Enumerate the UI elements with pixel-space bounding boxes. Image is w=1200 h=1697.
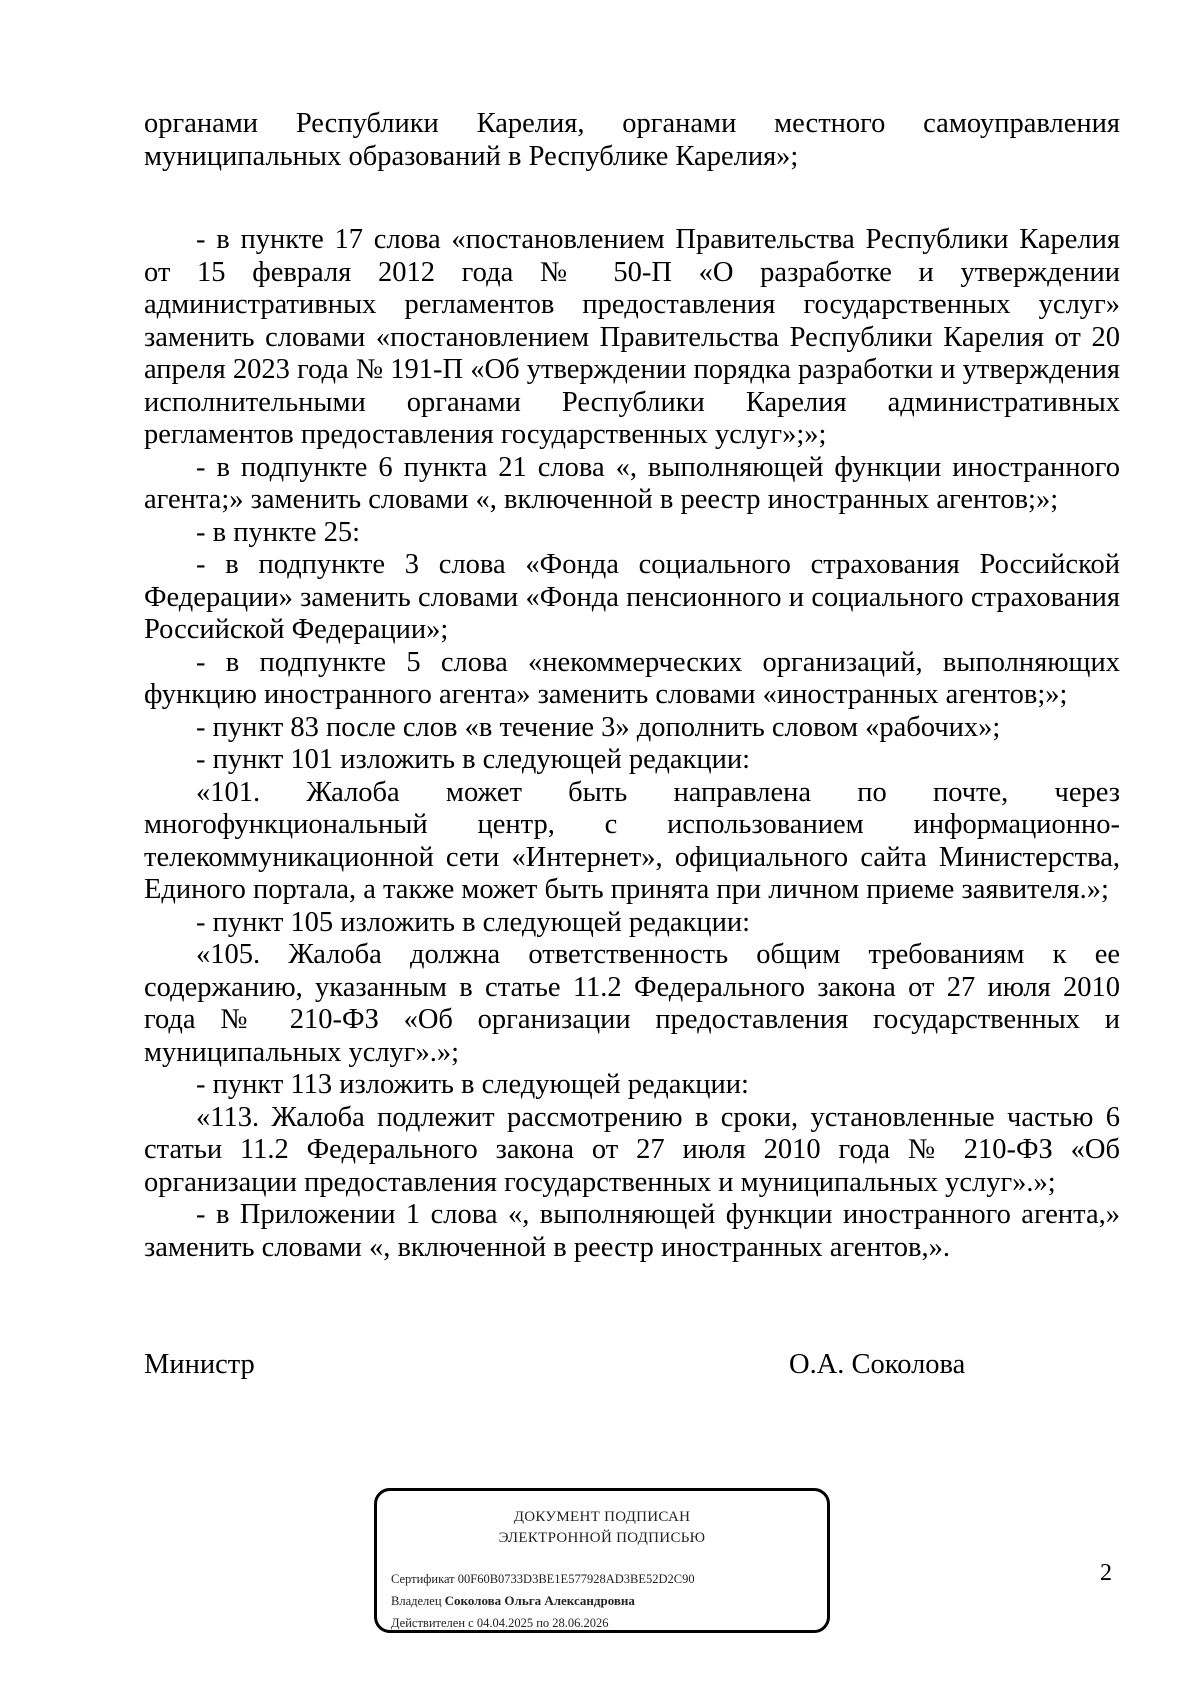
signatory-title: Министр bbox=[144, 1349, 255, 1380]
paragraph-item-113-text: «113. Жалоба подлежит рассмотрению в сроки, установленные частью 6 статьи 11.2 Федерального закона от 27 июля 2010 года № 210-ФЗ «Об организации предоставления государственных и муниципальных услуг».»; bbox=[144, 1101, 1120, 1198]
paragraph-item-105: - пункт 105 изложить в следующей редакции: bbox=[196, 906, 751, 938]
stamp-valid-from-label: с bbox=[468, 1616, 474, 1630]
paragraph-item-25: - в пункте 25: bbox=[196, 516, 361, 548]
electronic-signature-stamp bbox=[374, 1488, 830, 1633]
stamp-owner-label: Владелец bbox=[391, 1594, 442, 1608]
stamp-owner bbox=[391, 1593, 635, 1609]
paragraph-appendix-1: - в Приложении 1 слова «, выполняющей функции иностранного агента,» заменить словами «, включенной в реестр иностранных агентов,». bbox=[144, 1199, 1120, 1263]
body-text-main bbox=[144, 224, 1120, 1264]
stamp-owner-value: Соколова Ольга Александровна bbox=[444, 1593, 635, 1608]
paragraph-item-25-5: - в подпункте 5 слова «некоммерческих организаций, выполняющих функцию иностранного агента» заменить словами «иностранных агентов;»; bbox=[144, 646, 1120, 710]
stamp-valid-to: 28.06.2026 bbox=[552, 1616, 609, 1630]
stamp-valid-from: 04.04.2025 bbox=[476, 1616, 534, 1630]
paragraph-item-113: - пункт 113 изложить в следующей редакции: bbox=[196, 1069, 749, 1100]
stamp-valid-to-label: по bbox=[536, 1616, 550, 1630]
paragraph-item-101: - пункт 101 изложить в следующей редакции: bbox=[196, 744, 751, 775]
stamp-valid-label: Действителен bbox=[391, 1616, 466, 1630]
paragraph-item-21: - в подпункте 6 пункта 21 слова «, выполняющей функции иностранного агента;» заменить словами «, включенной в реестр иностранных агентов;»; bbox=[144, 451, 1120, 515]
body-text-top bbox=[144, 108, 1120, 173]
stamp-certificate bbox=[391, 1571, 695, 1587]
paragraph-item-83: - пункт 83 после слов «в течение 3» дополнить словом «рабочих»; bbox=[196, 711, 1001, 743]
page-number: 2 bbox=[1100, 1560, 1112, 1586]
signatory-name: О.А. Соколова bbox=[789, 1349, 966, 1380]
stamp-heading bbox=[377, 1507, 827, 1549]
stamp-heading-line-1: ДОКУМЕНТ ПОДПИСАН bbox=[513, 1509, 691, 1525]
paragraph-item-25-3: - в подпункте 3 слова «Фонда социального страхования Российской Федерации» заменить словами «Фонда пенсионного и социального страхования Российской Федерации»; bbox=[144, 549, 1120, 645]
paragraph-continuation: органами Республики Карелия, органами местного самоуправления муниципальных образований в Республике Карелия»; bbox=[144, 108, 1120, 172]
stamp-certificate-label: Сертификат bbox=[391, 1572, 455, 1586]
stamp-certificate-value: 00F60B0733D3BE1E577928AD3BE52D2C90 bbox=[457, 1572, 695, 1586]
stamp-heading-line-2: ЭЛЕКТРОННОЙ ПОДПИСЬЮ bbox=[498, 1530, 706, 1546]
paragraph-item-17: - в пункте 17 слова «постановлением Правительства Республики Карелия от 15 февраля 2012 года № 50-П «О разработке и утверждении административных регламентов предоставления государственных услуг» заменить словами «постановлением Правительства Республики Карелия от 20 апреля 2023 года № 191-П «Об утверждении порядка разработки и утверждения исполнительными органами Республики Карелия административных регламентов предоставления государственных услуг»;»; bbox=[144, 224, 1120, 450]
paragraph-item-101-text: «101. Жалоба может быть направлена по почте, через многофункциональный центр, с использованием информационно-телекоммуникационной сети «Интернет», официального сайта Министерства, Единого портала, а также может быть принята при личном приеме заявителя.»; bbox=[144, 776, 1120, 905]
stamp-validity bbox=[391, 1615, 609, 1631]
paragraph-item-105-text: «105. Жалоба должна ответственность общим требованиям к ее содержанию, указанным в статье 11.2 Федерального закона от 27 июля 2010 года № 210-ФЗ «Об организации предоставления государственных и муниципальных услуг».»; bbox=[144, 939, 1120, 1068]
